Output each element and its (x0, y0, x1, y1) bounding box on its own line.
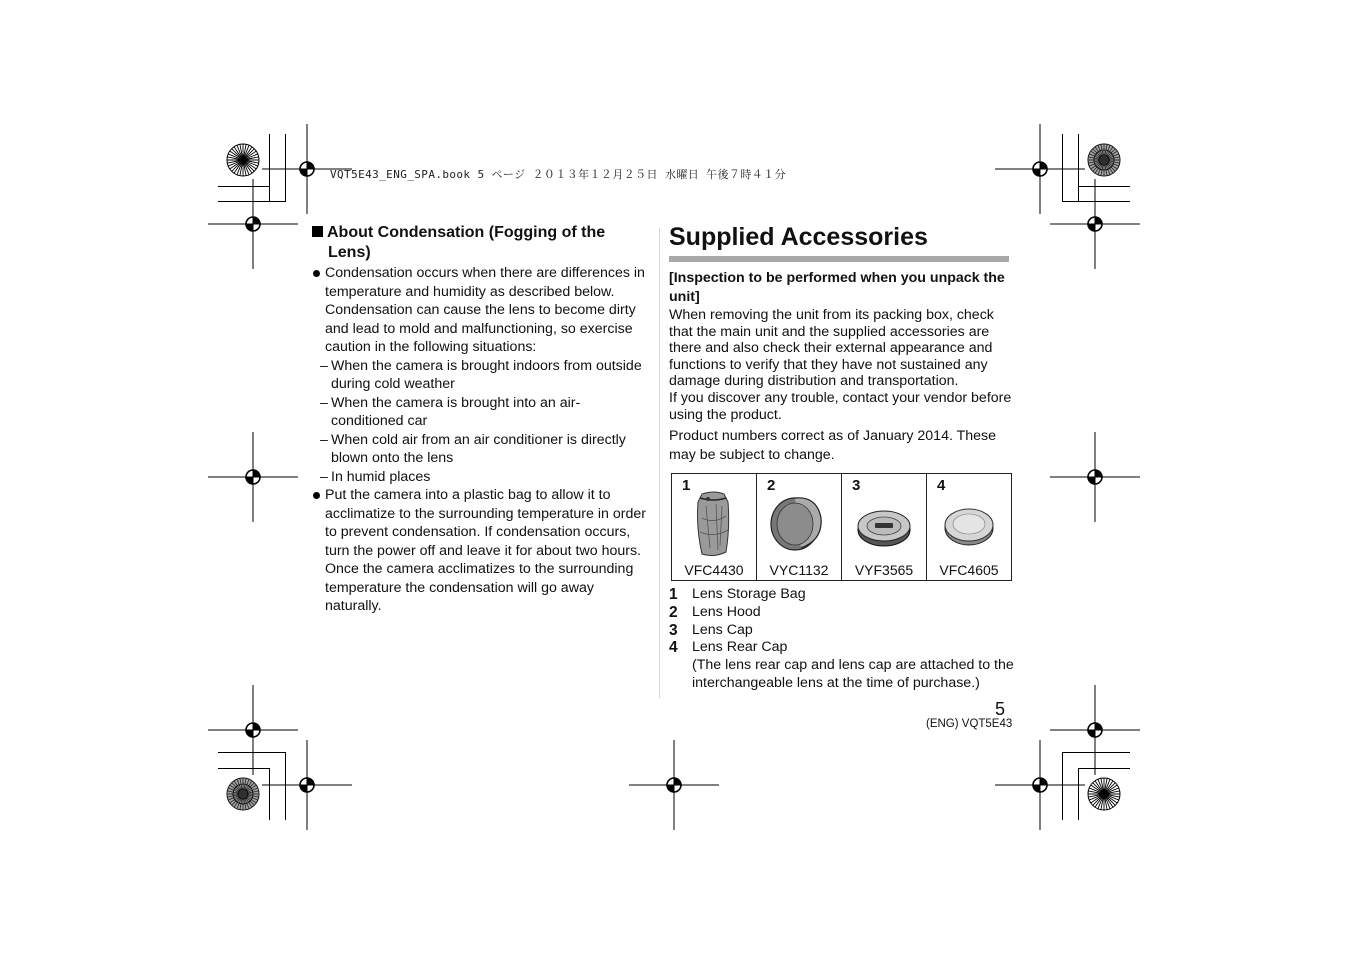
inspection-subheading: [Inspection to be performed when you unpack the unit] (669, 270, 1005, 305)
accessory-cell (927, 474, 1012, 581)
accessory-number: 4 (937, 477, 946, 494)
condensation-bullet-1: Condensation occurs when there are differences in temperature and humidity as described below. Condensation can cause the lens to become dirty and lead to mold and malfunctioning, so exercise caution in the following situations: (312, 264, 652, 357)
list-item: 1 Lens Storage Bag (669, 586, 806, 603)
trouble-paragraph: If you discover any trouble, contact your vendor before using the product. (669, 389, 1012, 423)
product-code: VFC4605 (939, 562, 999, 578)
lens-cap-icon (842, 488, 926, 560)
condensation-bullet-2: Put the camera into a plastic bag to allow it to acclimatize to the surrounding temperature in order to prevent condensation. If condensation occurs, turn the power off and leave it for about two hours. Once the camera acclimatizes to the surrounding temperature the condensation will go away naturally. (312, 486, 652, 616)
page-title: Supplied Accessories (669, 223, 928, 251)
accessory-number: 2 (767, 477, 776, 494)
condensation-heading: About Condensation (Fogging of the Lens) (312, 223, 652, 263)
document-code: (ENG) VQT5E43 (926, 718, 1013, 730)
accessory-number: 3 (852, 477, 861, 494)
condensation-situation: – When cold air from an air conditioner is directly blown onto the lens (312, 431, 652, 468)
product-code: VYC1132 (769, 562, 829, 578)
list-item: 4 Lens Rear Cap (669, 639, 788, 657)
column-divider (659, 228, 660, 698)
accessory-cell (842, 474, 927, 581)
supplied-accessories-section (669, 222, 1014, 465)
page-number: 5 (995, 699, 1006, 719)
accessory-cell (672, 474, 757, 581)
condensation-situation: – In humid places (312, 468, 652, 487)
condensation-situation: – When the camera is brought into an air-conditioned car (312, 394, 652, 431)
list-item: 3 Lens Cap (669, 621, 753, 639)
title-rule (669, 256, 1009, 262)
square-bullet-icon (312, 226, 323, 237)
lens-rear-cap-icon (927, 488, 1011, 560)
product-code: VYF3565 (854, 562, 914, 578)
lens-storage-bag-icon (672, 488, 756, 560)
accessory-note: (The lens rear cap and lens cap are attached to the interchangeable lens at the time of purchase.) (692, 657, 1014, 691)
accessory-list (669, 586, 1014, 693)
print-header: VQT5E43_ENG_SPA.book 5 ページ ２０１３年１２月２５日 水曜日 午後７時４１分 (330, 168, 786, 181)
accessory-cell (757, 474, 842, 581)
product-code: VFC4430 (684, 562, 744, 578)
accessory-number: 1 (682, 477, 691, 494)
accessories-table (671, 473, 1012, 581)
condensation-situation: – When the camera is brought indoors from outside during cold weather (312, 357, 652, 394)
inspection-paragraph: When removing the unit from its packing box, check that the main unit and the supplied accessories are there and also check their external appearance and functions to verify that they have not sustained any damage during distribution and transportation. (669, 307, 994, 390)
product-numbers-paragraph: Product numbers correct as of January 2014. These may be subject to change. (669, 428, 997, 464)
list-item: 2 Lens Hood (669, 603, 761, 621)
lens-hood-icon (757, 488, 841, 560)
condensation-section (312, 223, 652, 616)
